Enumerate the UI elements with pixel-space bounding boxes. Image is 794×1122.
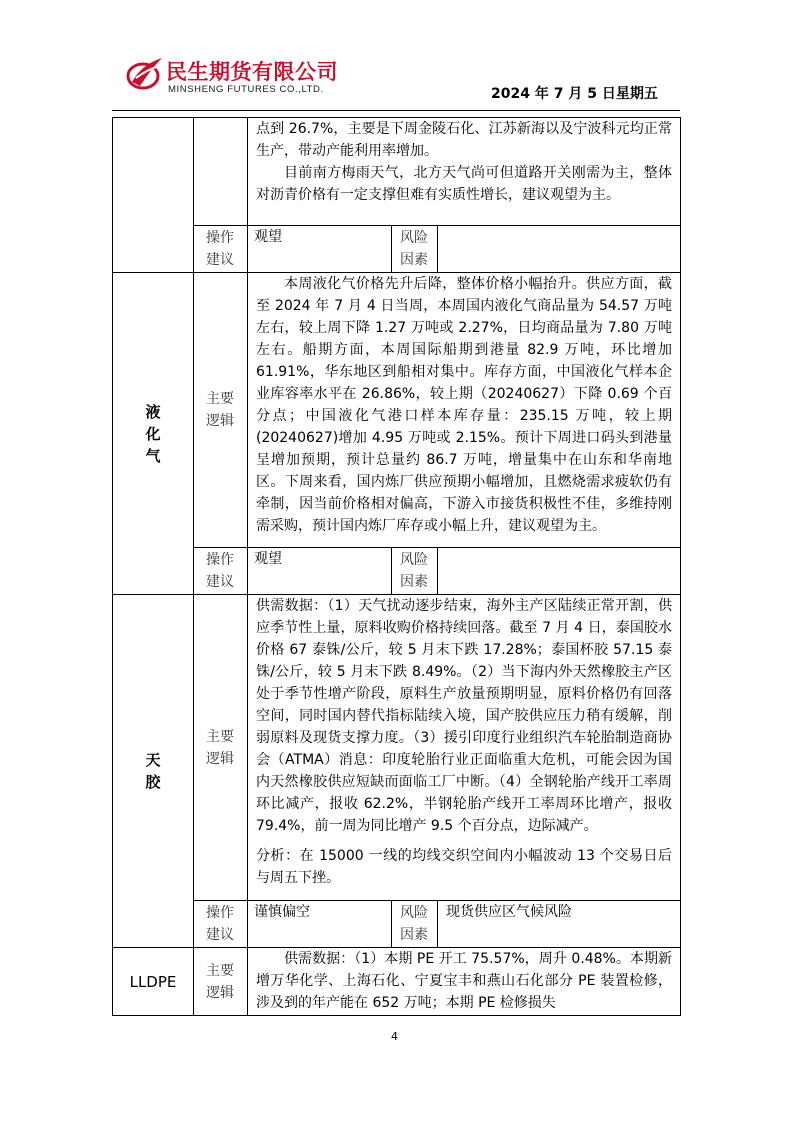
lpg-op-value: 观望	[248, 548, 392, 595]
company-logo	[126, 54, 366, 102]
lpg-logic-row	[113, 273, 681, 548]
logo-english-name: MINSHENG FUTURES CO.,LTD.	[168, 84, 324, 95]
asphalt-logic-label-cell	[194, 118, 248, 226]
lldpe-category: LLDPE	[129, 972, 177, 991]
lpg-logic-label: 主要逻辑	[194, 273, 248, 548]
asphalt-risk-value	[438, 226, 681, 273]
report-date: 2024 年 7 月 5 日星期五	[491, 86, 658, 102]
lpg-risk-label: 风险因素	[392, 548, 438, 595]
rubber-category-cell	[113, 595, 194, 948]
asphalt-risk-label: 风险因素	[392, 226, 438, 273]
rubber-logic-cell	[248, 595, 681, 901]
lldpe-logic-label: 主要逻辑	[194, 948, 248, 1016]
rubber-logic-label: 主要逻辑	[194, 595, 248, 901]
asphalt-logic-row	[113, 118, 681, 226]
rubber-logic-row	[113, 595, 681, 901]
lpg-op-row	[113, 548, 681, 595]
rubber-risk-label: 风险因素	[392, 901, 438, 948]
lpg-op-label: 操作建议	[194, 548, 248, 595]
lpg-risk-value	[438, 548, 681, 595]
rubber-risk-value: 现货供应区气候风险	[438, 901, 681, 948]
asphalt-op-value: 观望	[248, 226, 392, 273]
header-divider	[112, 110, 680, 111]
lldpe-category-cell	[113, 948, 194, 1016]
asphalt-logic-paragraph-2: 目前南方梅雨天气，北方天气尚可但道路开关刚需为主，整体对沥青价格有一定支撑但难有实质性增长，建议观望为主。	[256, 165, 673, 203]
lpg-category-cell	[113, 273, 194, 595]
rubber-op-value: 谨慎偏空	[248, 901, 392, 948]
rubber-category: 天胶	[145, 751, 161, 791]
asphalt-op-label: 操作建议	[194, 226, 248, 273]
rubber-logic-text: 供需数据：（1）天气扰动逐步结束，海外主产区陆续正常开割，供应季节性上量，原料收购价格持续回落。截至 7 月 4 日，泰国胶水价格 67 泰铢/公斤，较 5 月末下跌 17.28%；泰国杯胶 57.15 泰铢/公斤，较 5 月末下跌 8.49%。（2）当下海内外天然橡胶主产区处于季节性增产阶段，原料生产放量预期明显，原料价格仍有回落空间，同时国内替代指标陆续入境，国产胶供应压力稍有缓解，削弱原料及现货支撑力度。（3）援引印度行业组织汽车轮胎制造商协会（ATMA）消息：印度轮胎行业正面临重大危机，可能会因为国内天然橡胶供应短缺而面临工厂中断。（4）全钢轮胎产线开工率周环比减产，报收 62.2%，半钢轮胎产线开工率周环比增产，报收 79.4%，前一周为同比增产 9.5 个百分点，边际减产。	[256, 598, 673, 834]
lpg-logic-text: 本周液化气价格先升后降，整体价格小幅抬升。供应方面，截至 2024 年 7 月 4 日当周，本周国内液化气商品量为 54.57 万吨左右，较上周下降 1.27 万吨或 2.27%，日均商品量为 7.80 万吨左右。船期方面，本周国际船期到港量 82.9 万吨，环比增加 61.91%，华东地区到船相对集中。库存方面，中国液化气样本企业库容率水平在 26.86%，较上期（20240627）下降 0.69 个百分点；中国液化气港口样本库存量：235.15 万吨，较上期(20240627)增加 4.95 万吨或 2.15%。预计下周进口码头到港量呈增加预期，预计总量约 86.7 万吨，增量集中在山东和华南地区。下周来看，国内炼厂供应预期小幅增加，且燃烧需求疲软仍有牵制，因当前价格相对偏高，下游入市接货积极性不佳，多维持刚需采购，预计国内炼厂库存或小幅上升，建议观望为主。	[256, 276, 673, 534]
lpg-category: 液化气	[145, 402, 161, 465]
lldpe-logic-row	[113, 948, 681, 1016]
asphalt-category-cell	[113, 118, 194, 273]
commodity-table	[112, 117, 681, 1016]
lpg-logic-cell	[248, 273, 681, 548]
asphalt-logic-paragraph-1: 点到 26.7%，主要是下周金陵石化、江苏新海以及宁波科元均正常生产，带动产能利用率增加。	[256, 121, 673, 159]
rubber-op-label: 操作建议	[194, 901, 248, 948]
asphalt-op-row	[113, 226, 681, 273]
rubber-op-row	[113, 901, 681, 948]
rubber-analysis-text: 分析：在 15000 一线的均线交织空间内小幅波动 13 个交易日后与周五下挫。	[256, 848, 673, 886]
page-number: 4	[391, 1030, 398, 1043]
company-logo-icon	[126, 54, 164, 94]
lldpe-logic-text: 供需数据：（1）本期 PE 开工 75.57%，周升 0.48%。本期新增万华化学、上海石化、宁夏宝丰和燕山石化部分 PE 装置检修，涉及到的年产能在 652 万吨；本期 PE 检修损失	[256, 951, 673, 1011]
asphalt-logic-cell	[248, 118, 681, 226]
logo-chinese-name: 民生期货有限公司	[166, 60, 338, 84]
lldpe-logic-cell	[248, 948, 681, 1016]
